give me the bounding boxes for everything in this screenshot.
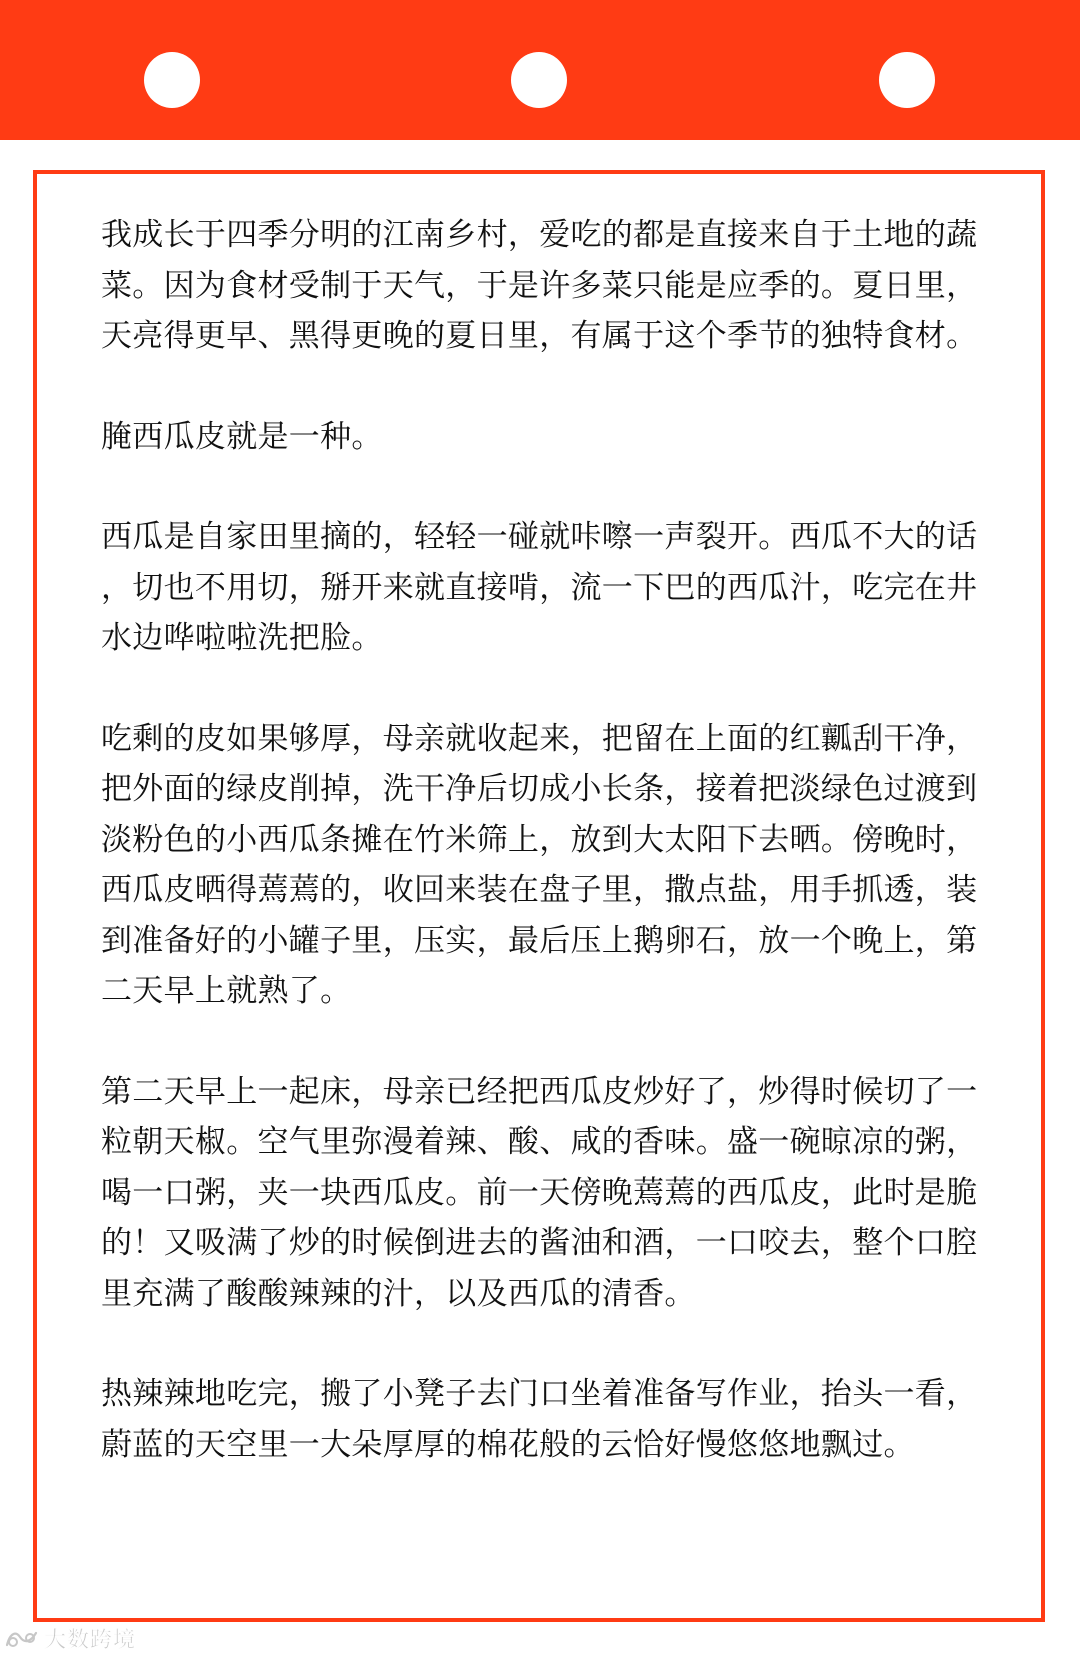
article-body <box>101 210 981 1470</box>
article-paragraph: 第二天早上一起床，母亲已经把西瓜皮炒好了，炒得时候切了一粒朝天椒。空气里弥漫着辣、酸、咸的香味。盛一碗晾凉的粥，喝一口粥，夹一块西瓜皮。前一天傍晚蔫蔫的西瓜皮，此时是脆的！又吸满了炒的时候倒进去的酱油和酒，一口咬去，整个口腔里充满了酸酸辣辣的汁，以及西瓜的清香。 <box>101 1073 978 1312</box>
article-paragraph: 热辣辣地吃完，搬了小凳子去门口坐着准备写作业，抬头一看，蔚蓝的天空里一大朵厚厚的棉花般的云恰好慢悠悠地飘过。 <box>101 1376 978 1463</box>
watermark-text: 大数跨境 <box>44 1627 137 1653</box>
article-paragraph: 吃剩的皮如果够厚，母亲就收起来，把留在上面的红瓤刮干净，把外面的绿皮削掉，洗干净后切成小长条，接着把淡绿色过渡到淡粉色的小西瓜条摊在竹米筛上，放到大太阳下去晒。傍晚时，西瓜皮晒得蔫蔫的，收回来装在盘子里，撒点盐，用手抓透，装到准备好的小罐子里，压实，最后压上鹅卵石，放一个晚上，第二天早上就熟了。 <box>101 720 978 1009</box>
calendar-header-bar <box>0 0 1080 140</box>
watermark-logo-icon <box>4 1627 40 1649</box>
watermark <box>4 1621 136 1655</box>
article-paragraph: 我成长于四季分明的江南乡村，爱吃的都是直接来自于土地的蔬菜。因为食材受制于天气，于是许多菜只能是应季的。夏日里，天亮得更早、黑得更晚的夏日里，有属于这个季节的独特食材。 <box>101 217 978 354</box>
ring-hole-icon <box>511 52 567 108</box>
article-paragraph: 西瓜是自家田里摘的，轻轻一碰就咔嚓一声裂开。西瓜不大的话，切也不用切，掰开来就直接啃，流一下巴的西瓜汁，吃完在井水边哗啦啦洗把脸。 <box>101 519 978 656</box>
article-card <box>33 170 1045 1622</box>
ring-hole-icon <box>144 52 200 108</box>
article-paragraph: 腌西瓜皮就是一种。 <box>101 418 383 455</box>
ring-hole-icon <box>879 52 935 108</box>
